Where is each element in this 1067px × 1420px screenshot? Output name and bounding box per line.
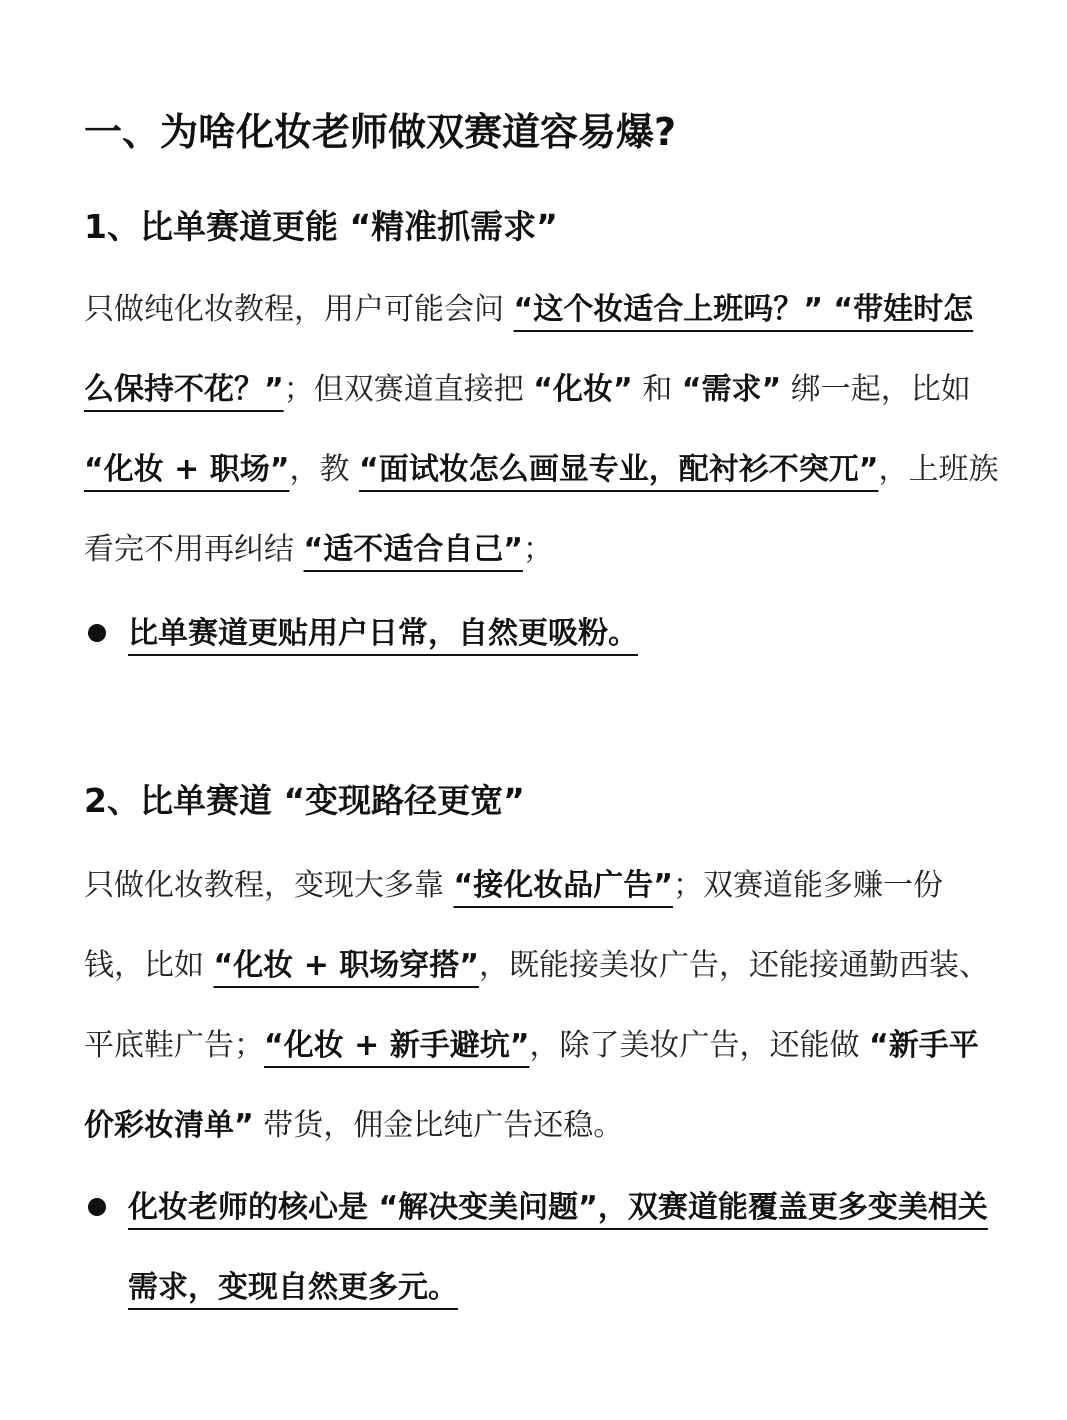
page-title: 一、为啥化妆老师做双赛道容易爆?	[84, 110, 677, 154]
highlight-phrase: “面试妆怎么画显专业，配衬衫不突兀”	[359, 452, 879, 487]
emphasis-phrase: “化妆”	[533, 372, 633, 407]
emphasis-phrase: “需求”	[681, 372, 782, 407]
section-1-heading: 1、比单赛道更能 “精准抓需求”	[84, 207, 558, 246]
highlight-phrase: “这个妆适合上班吗？” “带娃时怎么保持不花？”	[84, 292, 974, 407]
bullet-text: 化妆老师的核心是 “解决变美问题”，双赛道能覆盖更多变美相关需求，变现自然更多元。	[128, 1190, 988, 1305]
text-run: ；	[522, 532, 553, 567]
text-run: ，教	[289, 452, 360, 487]
text-run: ；但双赛道直接把	[283, 372, 534, 407]
text-run: 带货，佣金比纯广告还稳。	[253, 1108, 624, 1143]
bullet-dot-icon	[88, 1198, 106, 1216]
highlight-phrase: “化妆 + 职场穿搭”	[213, 948, 480, 983]
text-run: 和	[632, 372, 682, 407]
section-2-bullet	[84, 1168, 1014, 1328]
text-run: 只做化妆教程，变现大多靠	[84, 868, 454, 903]
section-2-heading: 2、比单赛道 “变现路径更宽”	[84, 781, 525, 820]
text-run: ，既能接美妆广告，还能接通勤西装、平底鞋广告；	[84, 948, 990, 1063]
bullet-text: 比单赛道更贴用户日常，自然更吸粉。	[128, 616, 638, 651]
highlight-phrase: “接化妆品广告”	[453, 868, 673, 903]
text-run: 只做纯化妆教程，用户可能会问	[84, 292, 514, 327]
emphasis-phrase: “新手平价彩妆清单”	[84, 1028, 979, 1143]
text-run: 绑一起，比如	[781, 372, 971, 407]
section-2-paragraph	[84, 846, 999, 1166]
text-run: ，除了美妆广告，还能做	[529, 1028, 870, 1063]
text-run: ；双赛道能多赚一份钱，比如	[84, 868, 943, 983]
section-1-bullet	[84, 594, 1014, 674]
highlight-phrase: “化妆 + 新手避坑”	[264, 1028, 530, 1063]
highlight-phrase: “适不适合自己”	[303, 532, 523, 567]
highlight-phrase: “化妆 + 职场”	[84, 452, 290, 487]
text-run: ，上班族看完不用再纠结	[84, 452, 999, 567]
section-1-paragraph	[84, 270, 999, 590]
bullet-dot-icon	[88, 624, 106, 642]
